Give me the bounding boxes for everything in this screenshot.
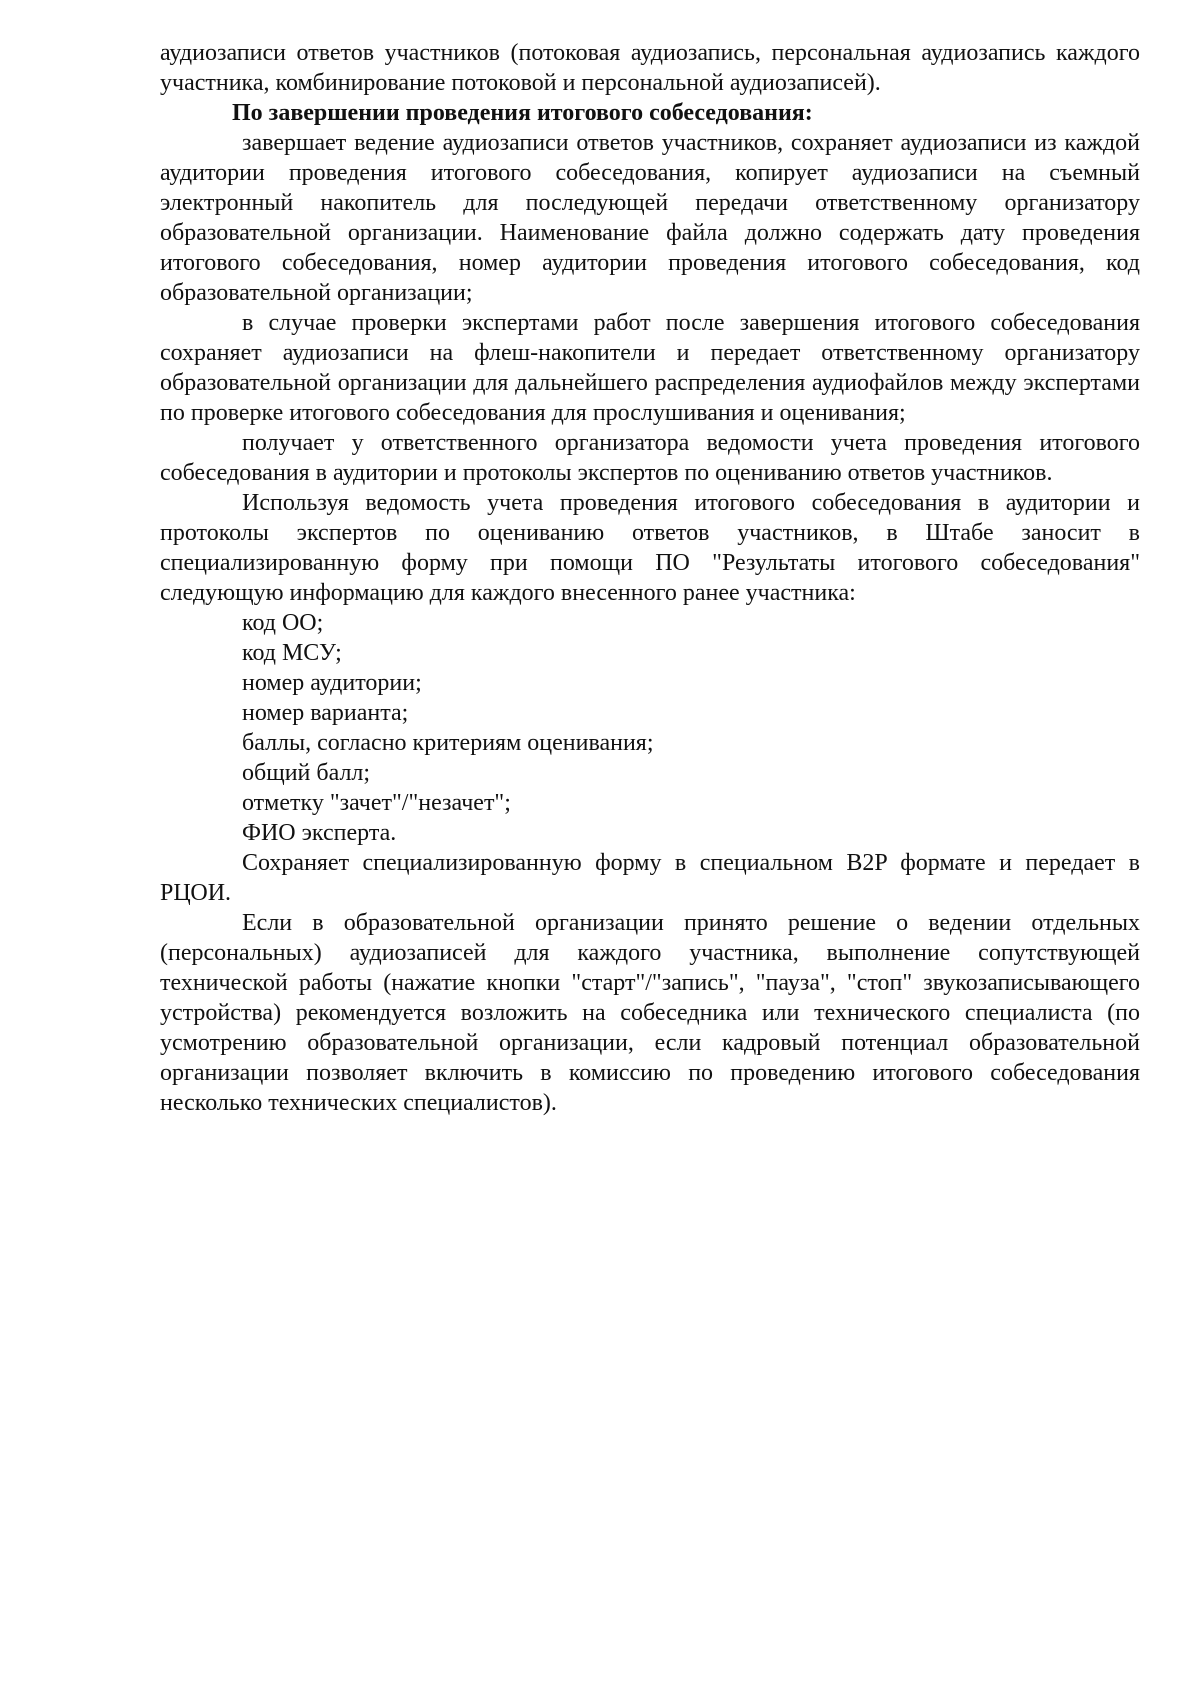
list-item-total-score: общий балл;: [242, 760, 371, 786]
paragraph-expert-check: в случае проверки экспертами работ после завершения итогового собеседования сохраняет аудиозаписи на флеш-накопители и передает ответственному организатору образовательной организации для дальнейшего распределения аудиофайлов между экспертами по проверке итогового собеседования для прослушивания и оценивания;: [160, 310, 1140, 426]
paragraph-save-form: Сохраняет специализированную форму в специальном B2P формате и передает в РЦОИ.: [160, 850, 1140, 906]
list-item-expert-name: ФИО эксперта.: [242, 820, 397, 846]
section-heading: По завершении проведения итогового собеседования:: [232, 100, 813, 126]
paragraph-intro-continuation: аудиозаписи ответов участников (потоковая аудиозапись, персональная аудиозапись каждого участника, комбинирование потоковой и персональной аудиозаписей).: [160, 40, 1140, 96]
list-item-criteria-scores: баллы, согласно критериям оценивания;: [242, 730, 654, 756]
list-item-room-number: номер аудитории;: [242, 670, 422, 696]
list-item-pass-mark: отметку "зачет"/"незачет";: [242, 790, 511, 816]
paragraph-personal-recordings: Если в образовательной организации принято решение о ведении отдельных (персональных) аудиозаписей для каждого участника, выполнение сопутствующей технической работы (нажатие кнопки "старт"/"запись", "пауза", "стоп" звукозаписывающего устройства) рекомендуется возложить на собеседника или технического специалиста (по усмотрению образовательной организации, если кадровый потенциал образовательной организации позволяет включить в комиссию по проведению итогового собеседования несколько технических специалистов).: [160, 910, 1140, 1116]
list-item-msu-code: код МСУ;: [242, 640, 342, 666]
paragraph-save-recordings: завершает ведение аудиозаписи ответов участников, сохраняет аудиозаписи из каждой аудитории проведения итогового собеседования, копирует аудиозаписи на съемный электронный накопитель для последующей передачи ответственному организатору образовательной организации. Наименование файла должно содержать дату проведения итогового собеседования, номер аудитории проведения итогового собеседования, код образовательной организации;: [160, 130, 1140, 306]
paragraph-enter-results: Используя ведомость учета проведения итогового собеседования в аудитории и протоколы экспертов по оцениванию ответов участников, в Штабе заносит в специализированную форму при помощи ПО "Результаты итогового собеседования" следующую информацию для каждого внесенного ранее участника:: [160, 490, 1140, 606]
list-item-oo-code: код ОО;: [242, 610, 324, 636]
paragraph-receive-protocols: получает у ответственного организатора ведомости учета проведения итогового собеседования в аудитории и протоколы экспертов по оцениванию ответов участников.: [160, 430, 1140, 486]
list-item-variant-number: номер варианта;: [242, 700, 409, 726]
document-body: [160, 38, 1140, 1118]
